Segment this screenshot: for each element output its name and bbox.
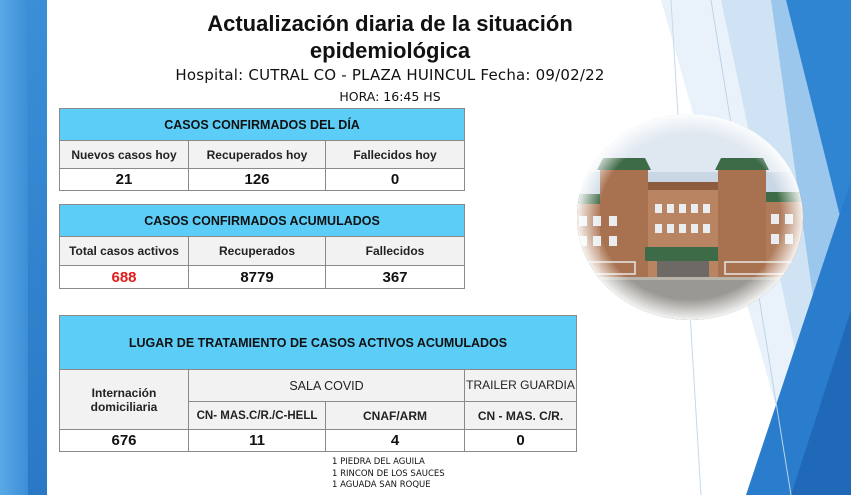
casos-dia-header: CASOS CONFIRMADOS DEL DÍA [60, 109, 465, 141]
col-nuevos-casos: Nuevos casos hoy [60, 141, 189, 169]
col-fallecidos: Fallecidos [326, 237, 465, 266]
hospital-photo [575, 112, 805, 322]
value-nuevos-casos: 21 [60, 169, 189, 191]
col-sala-covid: SALA COVID [189, 370, 465, 402]
value-total-activos: 688 [60, 266, 189, 289]
casos-dia-table [59, 108, 465, 191]
col-recuperados: Recuperados [189, 237, 326, 266]
col-total-activos: Total casos activos [60, 237, 189, 266]
col-recuperados-hoy: Recuperados hoy [189, 141, 326, 169]
value-recuperados: 8779 [189, 266, 326, 289]
col-trailer-guardia: TRAILER GUARDIA [465, 370, 577, 402]
tratamiento-table [59, 315, 577, 452]
col-cn-mas-cr: CN - MAS. C/R. [465, 402, 577, 430]
hora-line: HORA: 16:45 HS [339, 89, 441, 104]
page-title: Actualización diaria de la situación epidemiológica [207, 11, 573, 63]
hospital-date-line: Hospital: CUTRAL CO - PLAZA HUINCUL Fecha: 09/02/22 [175, 66, 605, 84]
value-internacion: 676 [60, 430, 189, 452]
note-line: 1 RINCON DE LOS SAUCES [332, 468, 445, 479]
value-cn-mas-chell: 11 [189, 430, 326, 452]
value-trailer: 0 [465, 430, 577, 452]
derivaciones-notes [332, 457, 445, 492]
left-decoration-light [0, 0, 28, 495]
note-line: 1 AGUADA SAN ROQUE [332, 480, 431, 490]
value-recuperados-hoy: 126 [189, 169, 326, 191]
col-internacion: Internación domiciliaria [60, 370, 189, 430]
acumulados-header: CASOS CONFIRMADOS ACUMULADOS [60, 205, 465, 237]
value-fallecidos: 367 [326, 266, 465, 289]
col-cnaf-arm: CNAF/ARM [326, 402, 465, 430]
col-cn-mas-chell: CN- MAS.C/R./C-HELL [189, 402, 326, 430]
note-line: 1 PIEDRA DEL AGUILA [332, 457, 425, 467]
tratamiento-header: LUGAR DE TRATAMIENTO DE CASOS ACTIVOS ACUMULADOS [60, 316, 577, 370]
col-fallecidos-hoy: Fallecidos hoy [326, 141, 465, 169]
value-cnaf-arm: 4 [326, 430, 465, 452]
casos-acumulados-table [59, 204, 465, 289]
value-fallecidos-hoy: 0 [326, 169, 465, 191]
